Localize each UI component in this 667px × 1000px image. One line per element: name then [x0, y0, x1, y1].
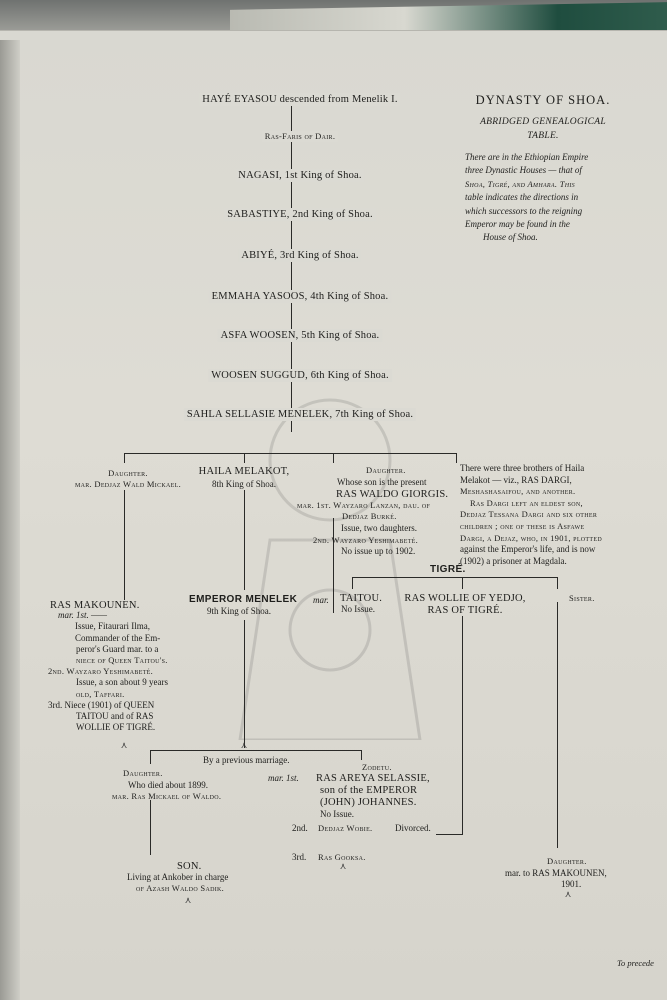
emperor-menelek: EMPEROR MENELEK [189, 594, 298, 605]
makounen-end-icon: ⋏ [120, 740, 128, 750]
line-to-taitou [333, 518, 334, 613]
sister-down [557, 602, 558, 848]
son-end-icon: ⋏ [184, 895, 192, 905]
header-note-6: House of Shoa. [483, 232, 538, 243]
branch4-block-4: Dedjaz Tessana Dargi and six other [460, 509, 598, 520]
branch-mark-icon: ⋏ [240, 740, 248, 750]
header-note-1: three Dynastic Houses — that of [465, 165, 582, 176]
table-title: DYNASTY OF SHOA. [475, 93, 611, 107]
taitou: TAITOU. [340, 593, 383, 604]
king-line-1: Ras-Faris of Dair. [262, 131, 338, 142]
king-line-7: WOOSEN SUGGUD, 6th King of Shoa. [208, 369, 392, 382]
table-subtitle-1: ABRIDGED GENEALOGICAL [480, 117, 606, 127]
child-drop-2 [361, 750, 362, 760]
zodetu-line-2: RAS AREYA SELASSIE, [316, 773, 430, 784]
makounen-block-10: TAITOU and of RAS [76, 711, 154, 721]
tigre-label: TIGRÉ. [430, 564, 466, 575]
makounen-block-8: old, Taffari. [76, 688, 125, 699]
wollie-1: RAS WOLLIE OF YEDJO, [404, 593, 526, 604]
children-bar [150, 750, 361, 751]
branch4-block-2: Meshashasaifou, and another. [460, 486, 576, 497]
branch1-mar: mar. Dedjaz Wald Mickael. [74, 479, 182, 489]
line-to-menelek [244, 490, 245, 590]
haila-title: 8th King of Shoa. [212, 479, 276, 489]
makounen-block-2: Issue, Fitaurari Ilma, [75, 621, 150, 632]
makounen-block-1: mar. 1st. —— [58, 610, 108, 621]
trunk-line [291, 106, 292, 432]
makounen-block-3: Commander of the Em- [75, 632, 161, 643]
book-binding [0, 40, 20, 1000]
zodetu-line-0: Zodetu. [362, 762, 392, 772]
king-line-0: HAYÉ EYASOU descended from Menelik I. [199, 93, 400, 106]
wollie-2: RAS OF TIGRÉ. [427, 605, 503, 616]
son-block-0: SON. [177, 861, 202, 872]
wollie-hook [436, 834, 463, 835]
branch-bar-1 [124, 453, 456, 454]
king-line-2: NAGASI, 1st King of Shoa. [235, 169, 364, 182]
tigre-drop-1 [352, 577, 353, 589]
zodetu-line-1: mar. 1st. [268, 773, 299, 783]
menelek-title: 9th King of Shoa. [207, 606, 271, 616]
makounen-block-5: niece of Queen Taitou's. [76, 655, 168, 665]
line-to-makounen [124, 490, 125, 600]
zodetu-line-4: (JOHN) JOHANNES. [320, 797, 417, 808]
daughter2-block-2: mar. Ras Mickael of Waldo. [112, 791, 222, 802]
branch-drop-2 [244, 453, 245, 463]
king-line-5: EMMAHA YASOOS, 4th King of Shoa. [209, 290, 392, 303]
header-note-2: Shoa, Tigré, and Amhara. This [465, 178, 575, 189]
zodetu-line-6: 2nd. [292, 823, 308, 833]
sister: Sister. [569, 593, 595, 603]
king-line-6: ASFA WOOSEN, 5th King of Shoa. [218, 329, 383, 342]
branch3-block-6: 2nd. Wayzaro Yeshimabeté. [313, 534, 419, 545]
tigre-drop-2 [462, 577, 463, 589]
branch3-block-5: Issue, two daughters. [341, 523, 417, 533]
daughter3-block-2: 1901. [561, 879, 582, 890]
daughter3-end-icon: ⋏ [564, 889, 572, 899]
watermark-seal [180, 380, 480, 740]
branch3-block-7: No issue up to 1902. [341, 546, 416, 557]
makounen-block-6: 2nd. Wayzaro Yeshimabeté. [48, 666, 154, 677]
zodetu-line-7: Dedjaz Wobie. [318, 823, 373, 833]
branch4-block-6: Dargi, a Dejaz, who, in 1901, plotted [460, 532, 602, 543]
daughter3-block-0: Daughter. [547, 856, 587, 866]
branch-drop-3 [333, 453, 334, 463]
branch4-block-5: children ; one of these is Asfawe [460, 521, 585, 531]
line-to-son [150, 800, 151, 855]
king-line-4: ABIYÉ, 3rd King of Shoa. [238, 249, 361, 262]
header-note-0: There are in the Ethiopian Empire [465, 152, 589, 162]
branch4-block-1: Melakot — viz., RAS DARGI, [460, 474, 572, 485]
wollie-down [462, 616, 463, 834]
branch1-label: Daughter. [108, 468, 148, 478]
king-line-3: SABASTIYE, 2nd King of Shoa. [224, 208, 376, 221]
tigre-bar [352, 577, 557, 578]
branch3-block-3: mar. 1st. Wayzaro Lanzan, dau. of [297, 499, 431, 510]
previous-marriage: By a previous marriage. [203, 755, 290, 765]
branch4-block-8: (1902) a prisoner at Magdala. [460, 555, 567, 566]
king-line-8: SAHLA SELLASIE MENELEK, 7th King of Shoa. [184, 408, 416, 421]
haila-melakot: HAILA MELAKOT, [198, 466, 290, 477]
zodetu-line-3: son of the EMPEROR [320, 785, 418, 796]
zodetu-line-8: Divorced. [395, 823, 431, 833]
daughter2-block-0: Daughter. [123, 768, 163, 778]
child-drop-1 [150, 750, 151, 764]
branch4-block-0: There were three brothers of Haila [460, 463, 585, 473]
zodetu-line-10: Ras Gooksa. [318, 852, 366, 862]
branch4-block-3: Ras Dargi left an eldest son, [470, 497, 583, 508]
zodetu-line-9: 3rd. [292, 852, 307, 862]
makounen-block-9: 3rd. Niece (1901) of QUEEN [48, 699, 155, 710]
son-block-1: Living at Ankober in charge [127, 871, 229, 882]
branch3-block-2: RAS WALDO GIORGIS. [336, 489, 449, 501]
header-note-3: table indicates the directions in [465, 192, 579, 203]
branch4-block-7: against the Emperor's life, and is now [460, 544, 596, 555]
makounen-block-0: RAS MAKOUNEN. [50, 600, 140, 611]
daughter3-block-1: mar. to RAS MAKOUNEN, [505, 867, 607, 878]
branch3-block-0: Daughter. [366, 465, 406, 475]
makounen-block-7: Issue, a son about 9 years [76, 677, 168, 688]
branch-drop-1 [124, 453, 125, 463]
table-subtitle-2: TABLE. [527, 131, 559, 141]
son-block-2: of Azash Waldo Sadik. [136, 883, 225, 894]
footer-note: To precede [617, 958, 654, 968]
branch3-block-1: Whose son is the present [337, 476, 427, 487]
header-note-4: which successors to the reigning [465, 205, 583, 216]
menelek-mar: mar. [313, 595, 329, 605]
daughter2-block-1: Who died about 1899. [128, 779, 208, 790]
zodetu-line-5: No Issue. [320, 809, 354, 819]
header-note-5: Emperor may be found in the [465, 219, 570, 229]
tigre-drop-3 [557, 577, 558, 589]
branch-drop-4 [456, 453, 457, 463]
makounen-block-11: WOLLIE OF TIGRÉ. [76, 722, 156, 733]
taitou-issue: No Issue. [341, 604, 375, 614]
menelek-down [244, 620, 245, 748]
gooksa-end-icon: ⋏ [339, 861, 347, 871]
branch3-block-4: Dedjaz Burké. [342, 511, 397, 522]
makounen-block-4: peror's Guard mar. to a [76, 643, 159, 654]
